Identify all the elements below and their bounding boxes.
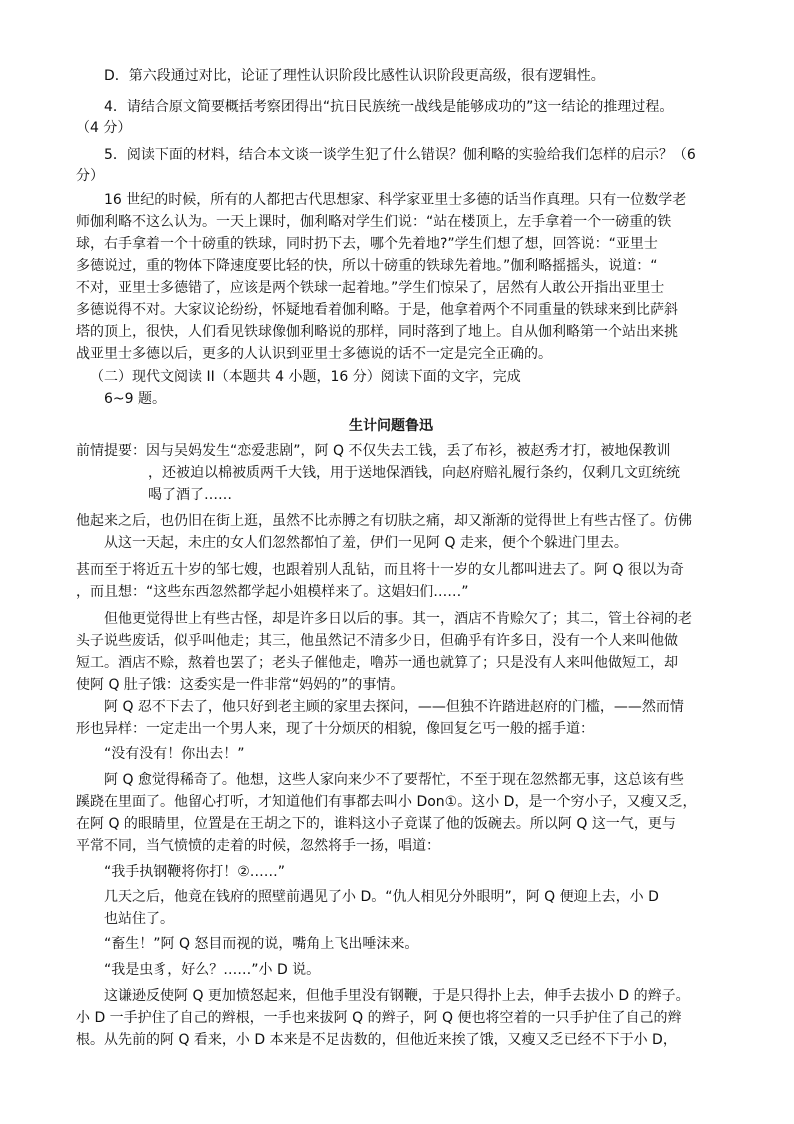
dialogue-line: “畜生！”阿 Q 怒目而视的说，嘴角上飞出唾沫来。 [104, 936, 419, 952]
passage-line: 短工。酒店不赊，熬着也罢了；老头子催他走，噜苏一通也就算了；只是没有人来叫他做短工，却 [76, 655, 678, 671]
question-5-score: 分） [76, 168, 104, 184]
dialogue-line: “没有没有！你出去！” [104, 746, 245, 762]
question-4-score: （4 分） [76, 120, 132, 136]
dialogue-line: “我手执钢鞭将你打！②……” [104, 864, 286, 880]
passage-line: 几天之后，他竟在钱府的照壁前遇见了小 D。“仇人相见分外眼明”，阿 Q 便迎上去，小 D [104, 889, 659, 905]
material-line: 战亚里士多德以后，更多的人认识到亚里士多德说的话不一定是完全正确的。 [76, 346, 552, 362]
passage-line: 这谦逊反使阿 Q 更加愤怒起来，但他手里没有钢鞭，于是只得扑上去，伸手去拔小 D 的辫子。 [104, 988, 690, 1004]
material-line: 球，右手拿着一个十磅重的铁球，同时扔下去，哪个先着地?”学生们想了想，回答说：“亚里士 [76, 236, 658, 252]
passage-line: 头子说些废话，似乎叫他走；其三，他虽然记不清多少日，但确乎有许多日，没有一个人来叫他做 [76, 633, 678, 649]
material-line: 多德说得不对。大家议论纷纷，怀疑地看着伽利略。于是，他拿着两个不同重量的铁球来到比萨斜 [76, 302, 678, 318]
section-heading-cont: 6~9 题。 [104, 391, 166, 407]
material-line: 师伽利略不这么认为。一天上课时，伽利略对学生们说：“站在楼顶上，左手拿着一个一磅重的铁 [76, 214, 672, 230]
passage-line: 也站住了。 [104, 911, 174, 927]
section-heading: （二）现代文阅读 II（本题共 4 小题，16 分）阅读下面的文字，完成 [90, 369, 521, 385]
synopsis-line: ，还被迫以棉被质两千大钱，用于送地保酒钱，向赵府赔礼履行条约，仅剩几文豇统统 [148, 465, 680, 481]
passage-line: 小 D 一手护住了自己的辫根，一手也来拔阿 Q 的辫子，阿 Q 便也将空着的一只手护住了自己的辫 [76, 1010, 682, 1026]
passage-line: 阿 Q 愈觉得稀奇了。他想，这些人家向来少不了要帮忙，不至于现在忽然都无事，这总该有些 [104, 772, 684, 788]
passage-line: 蹊跷在里面了。他留心打听，才知道他们有事都去叫小 Don①。这小 D，是一个穷小子，又瘦又乏， [76, 794, 697, 810]
passage-line: 从这一天起，未庄的女人们忽然都怕了羞，伊们一见阿 Q 走来，便个个躲进门里去。 [104, 535, 628, 551]
material-line: 塔的顶上，很快，人们看见铁球像伽利略说的那样，同时落到了地上。自从伽利略第一个站出来挑 [76, 324, 678, 340]
passage-title: 生计问题鲁迅 [349, 418, 433, 434]
passage-line: 他起来之后，也仍旧在街上逛，虽然不比赤膊之有切肤之痛，却又渐渐的觉得世上有些古怪了。仿佛 [76, 513, 692, 529]
passage-line: 平常不同，当气愤愤的走着的时候，忽然将手一扬，唱道： [76, 838, 440, 854]
passage-line: 但他更觉得世上有些古怪，却是许多日以后的事。其一，酒店不肯赊欠了；其二，管土谷祠的老 [104, 611, 692, 627]
passage-line: 形也异样：一定走出一个男人来，现了十分烦厌的相貌，像回复乞丐一般的摇手道： [76, 721, 594, 737]
passage-line: 根。从先前的阿 Q 看来，小 D 本来是不足齿数的，但他近来挨了饿，又瘦又乏已经不下于小 D， [76, 1032, 677, 1048]
material-line: 不对，亚里士多德错了，应该是两个铁球一起着地。”学生们惊呆了，居然有人敢公开指出亚里士 [76, 280, 665, 296]
dialogue-line: “我是虫豸，好么？……”小 D 说。 [104, 962, 321, 978]
passage-line: 阿 Q 忍不下去了，他只好到老主顾的家里去探问，——但独不许踏进赵府的门槛，——然而情 [104, 699, 684, 715]
question-4-line: 4．请结合原文简要概括考察团得出“抗日民族统一战线是能够成功的”这一结论的推理过程。 [104, 99, 674, 115]
passage-line: 甚而至于将近五十岁的邹七嫂，也跟着别人乱钻，而且将十一岁的女儿都叫进去了。阿 Q 很以为奇 [76, 562, 684, 578]
material-line: 16 世纪的时候，所有的人都把古代思想家、科学家亚里士多德的话当作真理。只有一位数学老 [104, 192, 687, 208]
question-5-line: 5．阅读下面的材料，结合本文谈一谈学生犯了什么错误？伽利略的实验给我们怎样的启示？（6 [104, 147, 696, 163]
passage-line: 在阿 Q 的眼睛里，位置是在王胡之下的，谁料这小子竟谋了他的饭碗去。所以阿 Q 这一气，更与 [76, 816, 676, 832]
material-line: 多德说过，重的物体下降速度要比轻的快，所以十磅重的铁球先着地。”伽利略摇摇头，说道：“ [76, 258, 658, 274]
passage-line: 使阿 Q 肚子饿：这委实是一件非常“妈妈的”的事情。 [76, 677, 405, 693]
option-d-line: D．第六段通过对比，论证了理性认识阶段比感性认识阶段更高级，很有逻辑性。 [104, 68, 605, 84]
synopsis-line: 喝了酒了…… [148, 487, 232, 503]
synopsis-line: 前情提要：因与吴妈发生“恋爱悲剧”，阿 Q 不仅失去工钱，丢了布衫，被赵秀才打，被地保教训 [76, 443, 671, 459]
passage-line: ，而且想：“这些东西忽然都学起小姐模样来了。这娼妇们……” [76, 584, 469, 600]
